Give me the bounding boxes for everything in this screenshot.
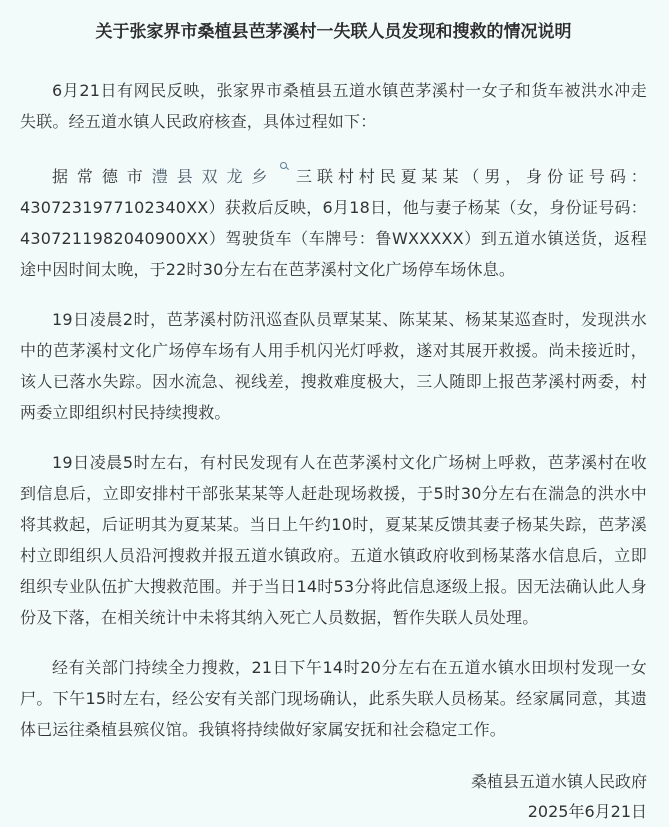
paragraph-intro: 6月21日有网民反映，张家界市桑植县五道水镇芭茅溪村一女子和货车被洪水冲走失联。经五道水镇人民政府核查，具体过程如下： (20, 81, 647, 131)
paragraph-account (20, 161, 647, 285)
search-link-lixian-shuanglong[interactable]: 澧县双龙乡 (151, 167, 277, 186)
signature-block (20, 767, 647, 827)
signature-date: 2025年6月21日 (527, 802, 647, 821)
signature-org: 桑植县五道水镇人民政府 (470, 772, 647, 791)
paragraph-patrol: 19日凌晨2时，芭茅溪村防汛巡查队员覃某某、陈某某、杨某某巡查时，发现洪水中的芭茅溪村文化广场停车场有人用手机闪光灯呼救，遂对其展开救援。尚未接近时，该人已落水失踪。因水流急、视线差，搜救难度极大，三人随即上报芭茅溪村两委，村两委立即组织村民持续搜救。 (20, 310, 647, 422)
paragraph-discovery: 经有关部门持续全力搜救，21日下午14时20分左右在五道水镇水田坝村发现一女尸。下午15时左右，经公安有关部门现场确认，此系失联人员杨某。经家属同意，其遗体已运往桑植县殡仪馆。我镇将持续做好家属安抚和社会稳定工作。 (20, 658, 647, 739)
search-icon[interactable] (280, 162, 289, 176)
paragraph-account-prefix: 据常德市 (52, 167, 152, 186)
paragraph-account-body: 三联村村民夏某某（男，身份证号码：430723197710234​0XX）获救后反映，6月18日，他与妻子杨某（女，身份证号码：430721198204090​0XX）驾驶货车（车牌号：鲁WXXXXX）到五道水镇送货，返程途中因时间太晚，于22时30分左右在芭茅溪村文化广场停车场休息。 (20, 167, 647, 279)
document-title: 关于张家界市桑植县芭茅溪村一失联人员发现和搜救的情况说明 (95, 22, 572, 42)
paragraph-rescue: 19日凌晨5时左右，有村民发现有人在芭茅溪村文化广场树上呼救，芭茅溪村在收到信息后，立即安排村干部张某某等人赶赴现场救援，于5时30分左右在湍急的洪水中将其救起，后证明其为夏某某。当日上午约10时，夏某某反馈其妻子杨某失踪，芭茅溪村立即组织人员沿河搜救并报五道水镇政府。五道水镇政府收到杨某落水信息后，立即组织专业队伍扩大搜救范围。并于当日14时53分将此信息逐级上报。因无法确认此人身份及下落，在相关统计中未将其纳入死亡人员数据，暂作失联人员处理。 (20, 453, 647, 627)
